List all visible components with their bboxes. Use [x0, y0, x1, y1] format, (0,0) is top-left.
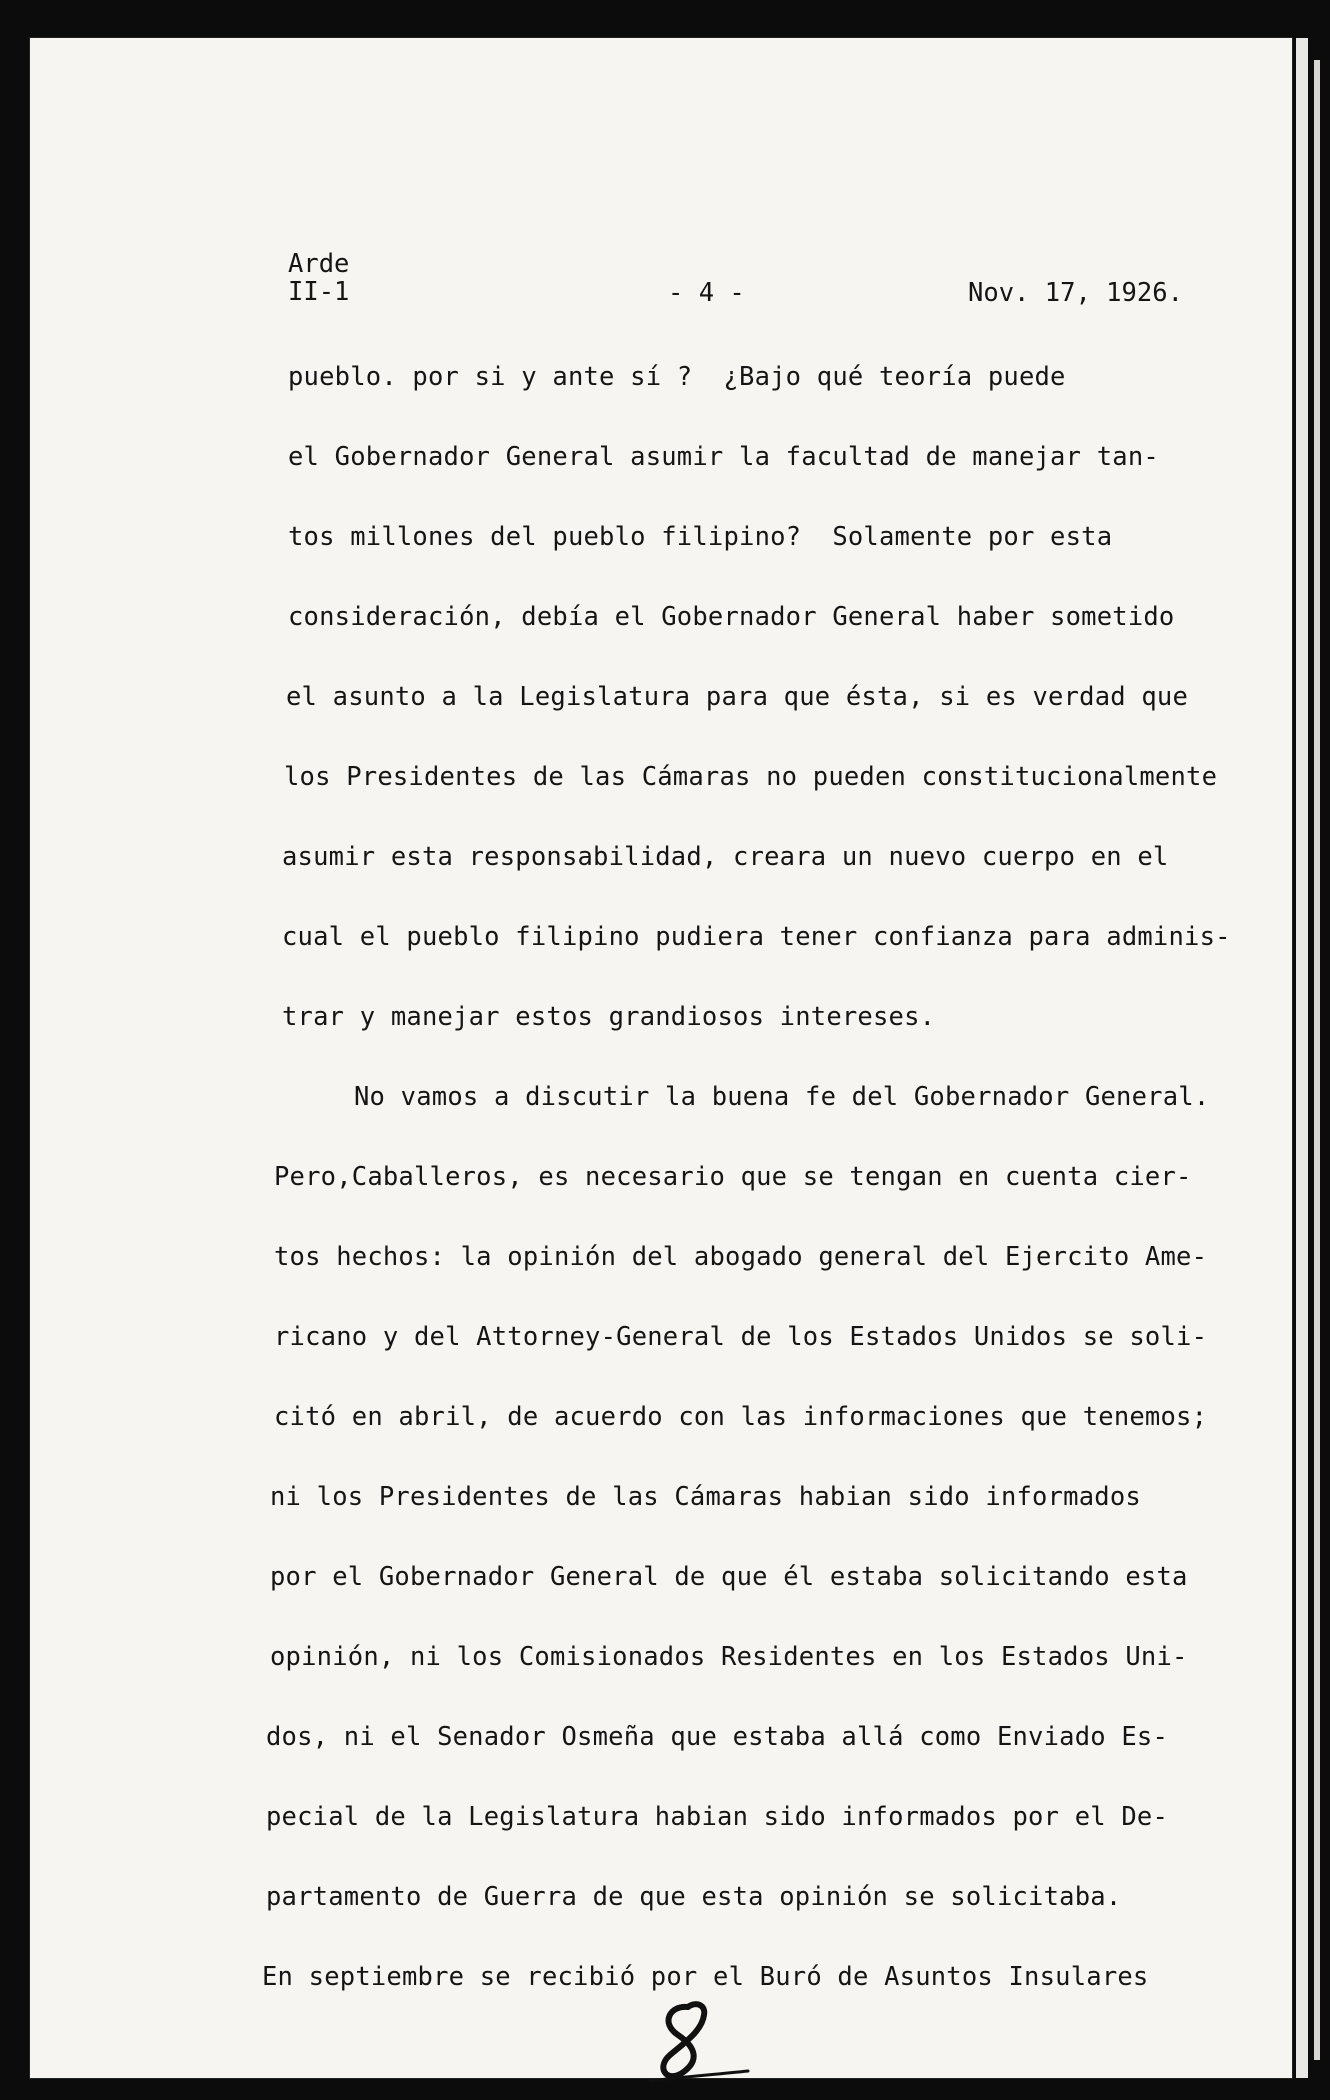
body-line: trar y manejar estos grandiosos intereses.: [282, 1002, 936, 1032]
page-edge: [1296, 38, 1308, 2078]
document-date: Nov. 17, 1926.: [968, 278, 1183, 308]
body-line: asumir esta responsabilidad, creara un nuevo cuerpo en el: [282, 842, 1169, 872]
body-line: tos millones del pueblo filipino? Solamente por esta: [288, 522, 1113, 552]
body-line: los Presidentes de las Cámaras no pueden constitucionalmente: [284, 762, 1218, 792]
body-line: tos hechos: la opinión del abogado general del Ejercito Ame-: [274, 1242, 1208, 1272]
body-line: por el Gobernador General de que él estaba solicitando esta: [270, 1562, 1188, 1592]
body-line: En septiembre se recibió por el Buró de Asuntos Insulares: [262, 1962, 1149, 1992]
body-line: Pero,Caballeros, es necesario que se tengan en cuenta cier-: [274, 1162, 1192, 1192]
body-line: partamento de Guerra de que esta opinión se solicitaba.: [266, 1882, 1122, 1912]
body-line: citó en abril, de acuerdo con las informaciones que tenemos;: [274, 1402, 1208, 1432]
body-line: ricano y del Attorney-General de los Estados Unidos se soli-: [274, 1322, 1208, 1352]
body-line: pecial de la Legislatura habian sido informados por el De-: [266, 1802, 1169, 1832]
body-line-indented: No vamos a discutir la buena fe del Gobernador General.: [354, 1082, 1210, 1112]
page-edge-shadow: [1314, 60, 1320, 2060]
body-line: ni los Presidentes de las Cámaras habian sido informados: [270, 1482, 1141, 1512]
body-line: el asunto a la Legislatura para que ésta, si es verdad que: [286, 682, 1189, 712]
body-line: el Gobernador General asumir la facultad de manejar tan-: [288, 442, 1159, 472]
document-page: [30, 38, 1292, 2078]
handwritten-mark-icon: [630, 1995, 760, 2095]
body-line: pueblo. por si y ante sí ? ¿Bajo qué teoría puede: [288, 362, 1066, 392]
header-code: II-1: [288, 277, 350, 307]
body-line: consideración, debía el Gobernador General haber sometido: [288, 602, 1175, 632]
body-line: cual el pueblo filipino pudiera tener confianza para adminis-: [282, 922, 1231, 952]
body-line: opinión, ni los Comisionados Residentes en los Estados Uni-: [270, 1642, 1188, 1672]
page-number: - 4 -: [668, 278, 745, 308]
body-line: dos, ni el Senador Osmeña que estaba allá como Enviado Es-: [266, 1722, 1169, 1752]
header-title: Arde: [288, 249, 350, 279]
header-left: [288, 250, 349, 306]
